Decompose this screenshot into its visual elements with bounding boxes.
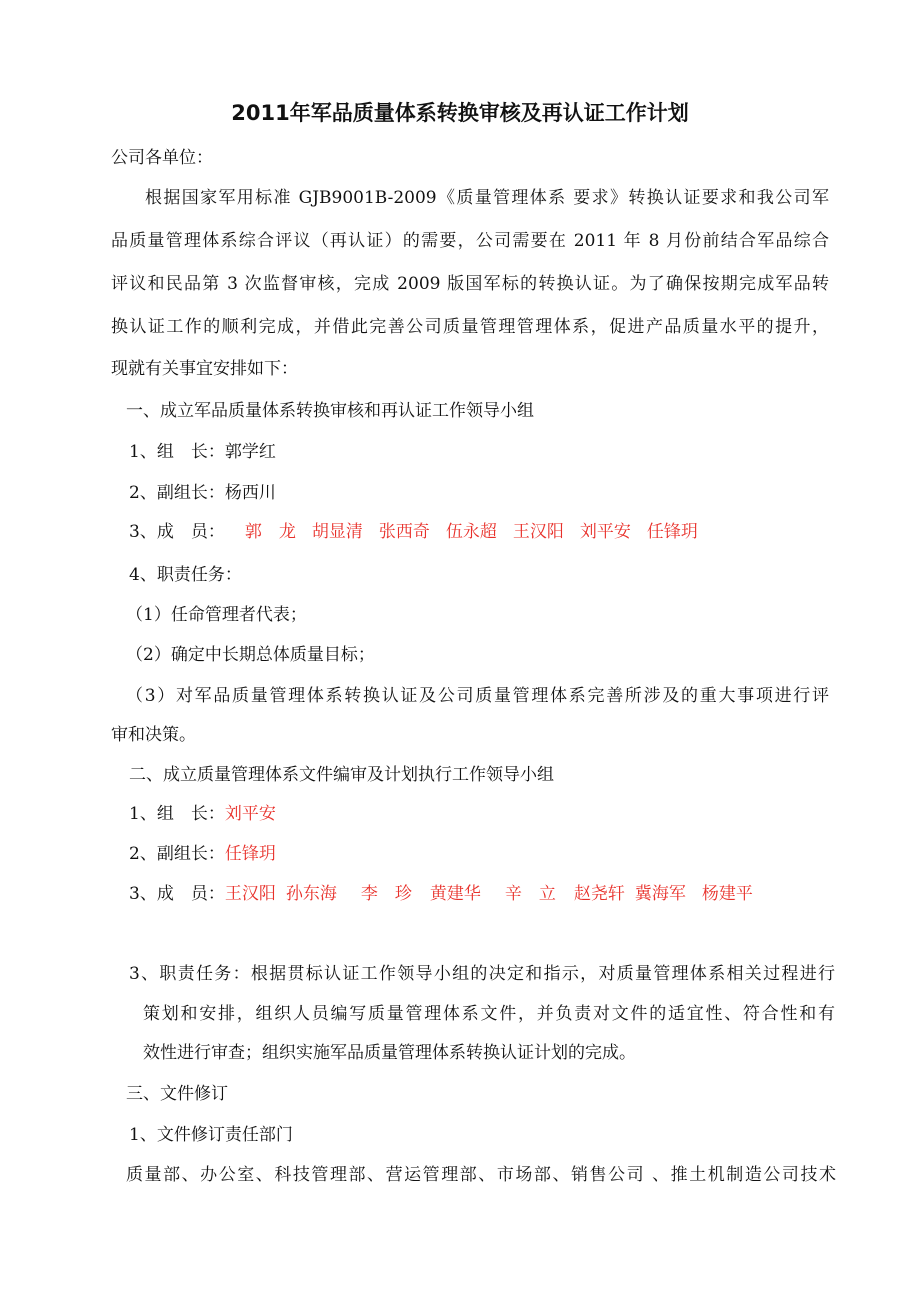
section3-sub1-text: 质量部、办公室、科技管理部、营运管理部、市场部、销售公司 、推土机制造公司技术: [126, 1165, 836, 1185]
member-name: 杨建平: [701, 884, 753, 904]
member-name: 孙东海: [285, 884, 337, 904]
leader-name: 郭学红: [224, 442, 276, 462]
member-name: 王汉阳: [512, 522, 564, 542]
section1-leader-row: [129, 440, 276, 464]
intro-line-5: 现就有关事宜安排如下：: [111, 359, 298, 379]
section2-duties-line-1: 3、职责任务：根据贯标认证工作领导小组的决定和指示，对质量管理体系相关过程进行: [129, 964, 835, 984]
section2-heading: 二、成立质量管理体系文件编审及计划执行工作领导小组: [129, 765, 554, 785]
leader-label: 1、组 长：: [129, 442, 225, 462]
leader-label: 1、组 长：: [129, 804, 225, 824]
leader-name: 刘平安: [224, 804, 276, 824]
section1-duty-3: （3）对军品质量管理体系转换认证及公司质量管理体系完善所涉及的重大事项进行评: [126, 686, 829, 706]
section2-leader-row: [129, 802, 276, 826]
section1-heading: 一、成立军品质量体系转换审核和再认证工作领导小组: [126, 401, 534, 421]
member-name: 胡显清: [311, 522, 363, 542]
section1-duty-1: （1）任命管理者代表；: [126, 605, 307, 625]
section2-deputy-row: [129, 842, 276, 866]
deputy-name: 任锋玥: [224, 844, 276, 864]
members-label: 3、成 员：: [129, 522, 225, 542]
deputy-label: 2、副组长：: [129, 483, 225, 503]
member-name: 王汉阳: [224, 884, 276, 904]
section3-heading: 三、文件修订: [126, 1084, 228, 1104]
salutation: 公司各单位：: [111, 148, 213, 168]
section1-duty-2: （2）确定中长期总体质量目标；: [126, 645, 375, 665]
deputy-label: 2、副组长：: [129, 844, 225, 864]
intro-line-1: 根据国家军用标准 GJB9001B-2009《质量管理体系 要求》转换认证要求和我公司军: [145, 188, 829, 208]
member-name: 赵尧轩: [573, 884, 625, 904]
intro-line-4: 换认证工作的顺利完成，并借此完善公司质量管理管理体系，促进产品质量水平的提升，: [111, 317, 829, 337]
section1-deputy-row: [129, 481, 276, 505]
member-name: 任锋玥: [646, 522, 698, 542]
section1-duties-label: 4、职责任务：: [129, 565, 242, 585]
intro-line-2: 品质量管理体系综合评议（再认证）的需要，公司需要在 2011 年 8 月份前结合军品综合: [111, 231, 829, 251]
member-name: 郭 龙: [244, 522, 296, 542]
section2-members-row: [129, 882, 769, 906]
deputy-name: 杨西川: [224, 483, 276, 503]
member-name: 张西奇: [378, 522, 430, 542]
section1-members-row: [129, 520, 714, 544]
section2-duties-line-3: 效性进行审查；组织实施军品质量管理体系转换认证计划的完成。: [143, 1043, 636, 1063]
member-name: 李 珍: [360, 884, 412, 904]
member-name: 黄建华: [429, 884, 481, 904]
member-name: 辛 立: [504, 884, 556, 904]
members-label: 3、成 员：: [129, 884, 225, 904]
member-name: 冀海军: [634, 884, 686, 904]
section3-sub1: 1、文件修订责任部门: [129, 1125, 293, 1145]
member-name: 伍永超: [445, 522, 497, 542]
intro-line-3: 评议和民品第 3 次监督审核，完成 2009 版国军标的转换认证。为了确保按期完成军品转: [111, 274, 829, 294]
member-name: 刘平安: [579, 522, 631, 542]
document-title: 2011年军品质量体系转换审核及再认证工作计划: [231, 101, 689, 125]
section1-duty-3-cont: 审和决策。: [111, 725, 196, 745]
section2-duties-line-2: 策划和安排，组织人员编写质量管理体系文件，并负责对文件的适宜性、符合性和有: [143, 1004, 835, 1024]
